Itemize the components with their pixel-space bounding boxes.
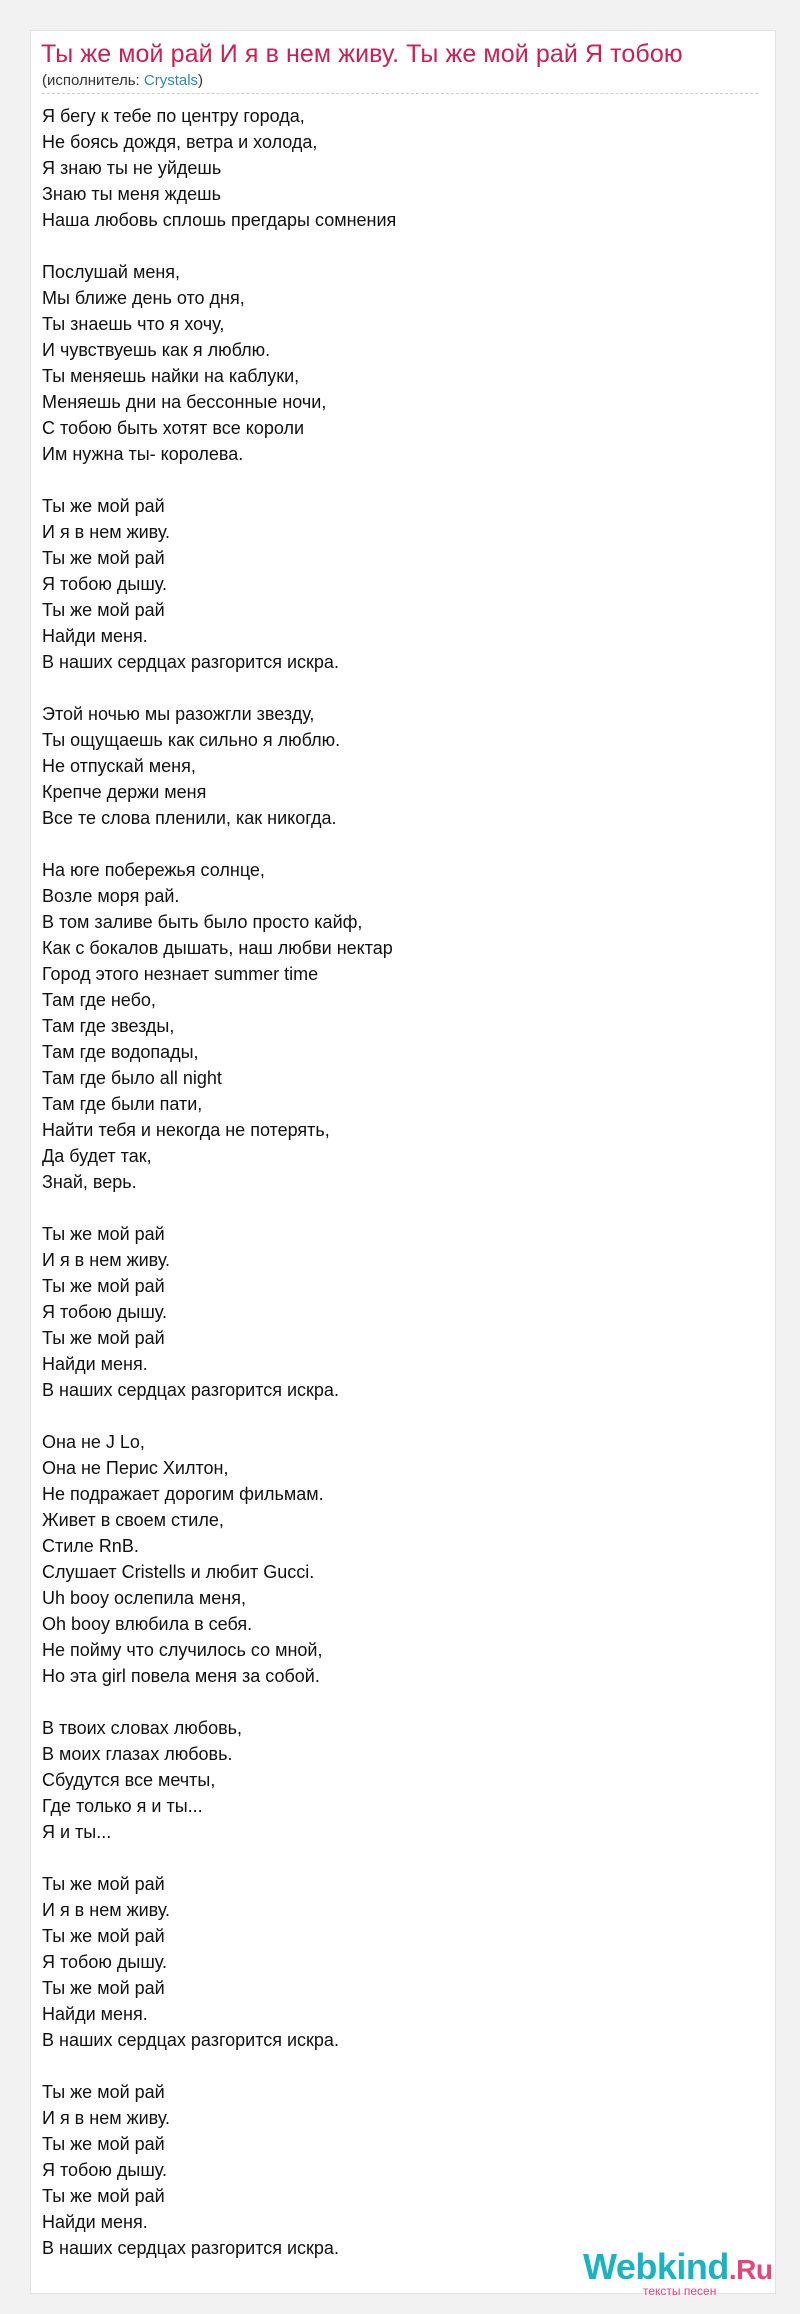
lyric-line: Ты же мой рай [42, 548, 165, 568]
lyric-line: Город этого незнает summer time [42, 964, 319, 984]
lyric-line: Этой ночью мы разожгли звезду, [42, 704, 315, 724]
stanza-gap [42, 831, 742, 857]
lyric-line: В наших сердцах разгорится искра. [42, 2238, 339, 2258]
artist-link[interactable]: Crystals [143, 72, 199, 89]
lyric-line: Найди меня. [42, 2212, 148, 2232]
lyric-line: Не пойму что случилось со мной, [42, 1640, 323, 1660]
lyric-line: Живет в своем стиле, [42, 1510, 224, 1530]
lyric-line: Я тобою дышу. [42, 574, 167, 594]
stanza-gap [42, 233, 742, 259]
lyric-line: Uh booy ослепила меня, [42, 1588, 246, 1608]
lyric-line: Стиле RnB. [42, 1536, 139, 1556]
lyric-line: Ты же мой рай [42, 1874, 165, 1894]
lyric-line: С тобою быть хотят все короли [42, 418, 305, 438]
lyric-line: Не подражает дорогим фильмам. [42, 1484, 324, 1504]
lyric-line: Да будет так, [42, 1146, 152, 1166]
brand-name: Webkind [583, 2246, 729, 2287]
lyric-line: В том заливе быть было просто кайф, [42, 912, 363, 932]
lyric-line: Ты же мой рай [42, 1978, 165, 1998]
lyric-line: В наших сердцах разгорится искра. [42, 652, 339, 672]
lyric-line: Слушает Cristells и любит Gucci. [42, 1562, 315, 1582]
stanza-gap [42, 1845, 742, 1871]
lyric-line: Где только я и ты... [42, 1796, 203, 1816]
lyric-line: И чувствуешь как я люблю. [42, 340, 271, 360]
lyric-line: Там где было all night [42, 1068, 222, 1088]
lyric-line: Послушай меня, [42, 262, 181, 282]
lyric-line: Знаю ты меня ждешь [42, 184, 221, 204]
lyric-line: Там где звезды, [42, 1016, 175, 1036]
title-divider [42, 93, 758, 94]
lyric-line: Там где водопады, [42, 1042, 199, 1062]
lyric-line: Найди меня. [42, 626, 148, 646]
stanza-gap [42, 675, 742, 701]
lyric-line: В моих глазах любовь. [42, 1744, 233, 1764]
lyric-line: Найди меня. [42, 1354, 148, 1374]
lyric-line: Я тобою дышу. [42, 2160, 167, 2180]
lyric-line: Я и ты... [42, 1822, 112, 1842]
lyric-line: Там где были пати, [42, 1094, 203, 1114]
lyric-line: Но эта girl повела меня за собой. [42, 1666, 320, 1686]
stanza-gap [42, 1403, 742, 1429]
stanza-gap [42, 1689, 742, 1715]
lyric-line: Oh booy влюбила в себя. [42, 1614, 253, 1634]
lyric-line: Ты меняешь найки на каблуки, [42, 366, 300, 386]
lyric-line: Мы ближе день ото дня, [42, 288, 245, 308]
lyric-line: Не боясь дождя, ветра и холода, [42, 132, 318, 152]
lyric-line: Ты же мой рай [42, 600, 165, 620]
lyric-line: Я тобою дышу. [42, 1952, 167, 1972]
lyrics-body [42, 103, 742, 2261]
lyric-line: На юге побережья солнце, [42, 860, 265, 880]
lyric-line: Я знаю ты не уйдешь [42, 158, 222, 178]
lyric-line: Ты же мой рай [42, 2082, 165, 2102]
lyric-line: Все те слова пленили, как никогда. [42, 808, 337, 828]
artist-suffix: ) [198, 72, 204, 89]
brand-tagline: тексты песен [643, 2284, 717, 2298]
lyric-line: Знай, верь. [42, 1172, 137, 1192]
lyric-line: Ты же мой рай [42, 2186, 165, 2206]
lyric-line: И я в нем живу. [42, 1250, 171, 1270]
lyric-line: И я в нем живу. [42, 522, 171, 542]
lyric-line: И я в нем живу. [42, 2108, 171, 2128]
lyric-line: Меняешь дни на бессонные ночи, [42, 392, 327, 412]
lyric-line: Возле моря рай. [42, 886, 180, 906]
stanza-gap [42, 467, 742, 493]
lyric-line: Она не Перис Хилтон, [42, 1458, 229, 1478]
lyric-line: Найти тебя и некогда не потерять, [42, 1120, 330, 1140]
lyric-line: В наших сердцах разгорится искра. [42, 1380, 339, 1400]
lyric-line: В наших сердцах разгорится искра. [42, 2030, 339, 2050]
brand-domain: .Ru [728, 2254, 773, 2285]
lyric-line: Я бегу к тебе по центру города, [42, 106, 305, 126]
lyric-line: Там где небо, [42, 990, 156, 1010]
lyric-line: Ты же мой рай [42, 1276, 165, 1296]
song-title: Ты же мой рай И я в нем живу. Ты же мой рай Я тобою [41, 40, 683, 68]
lyric-line: В твоих словах любовь, [42, 1718, 243, 1738]
lyric-line: Ты ощущаешь как сильно я люблю. [42, 730, 341, 750]
lyric-line: И я в нем живу. [42, 1900, 171, 1920]
lyric-line: Я тобою дышу. [42, 1302, 167, 1322]
lyric-line: Ты же мой рай [42, 496, 165, 516]
artist-line [42, 72, 203, 89]
lyric-line: Ты же мой рай [42, 2134, 165, 2154]
lyric-line: Она не J Lo, [42, 1432, 145, 1452]
lyric-line: Найди меня. [42, 2004, 148, 2024]
brand-wordmark [583, 2246, 772, 2288]
lyric-line: Ты знаешь что я хочу, [42, 314, 225, 334]
stanza-gap [42, 2053, 742, 2079]
lyric-line: Крепче держи меня [42, 782, 207, 802]
lyric-line: Как с бокалов дышать, наш любви нектар [42, 938, 393, 958]
lyric-line: Не отпускай меня, [42, 756, 196, 776]
lyric-line: Ты же мой рай [42, 1926, 165, 1946]
lyric-line: Им нужна ты- королева. [42, 444, 244, 464]
artist-prefix: (исполнитель: [42, 72, 144, 89]
site-logo[interactable] [583, 2246, 773, 2296]
lyric-line: Ты же мой рай [42, 1224, 165, 1244]
lyric-line: Ты же мой рай [42, 1328, 165, 1348]
lyric-line: Сбудутся все мечты, [42, 1770, 216, 1790]
lyric-line: Наша любовь сплошь прегдары сомнения [42, 210, 397, 230]
stanza-gap [42, 1195, 742, 1221]
